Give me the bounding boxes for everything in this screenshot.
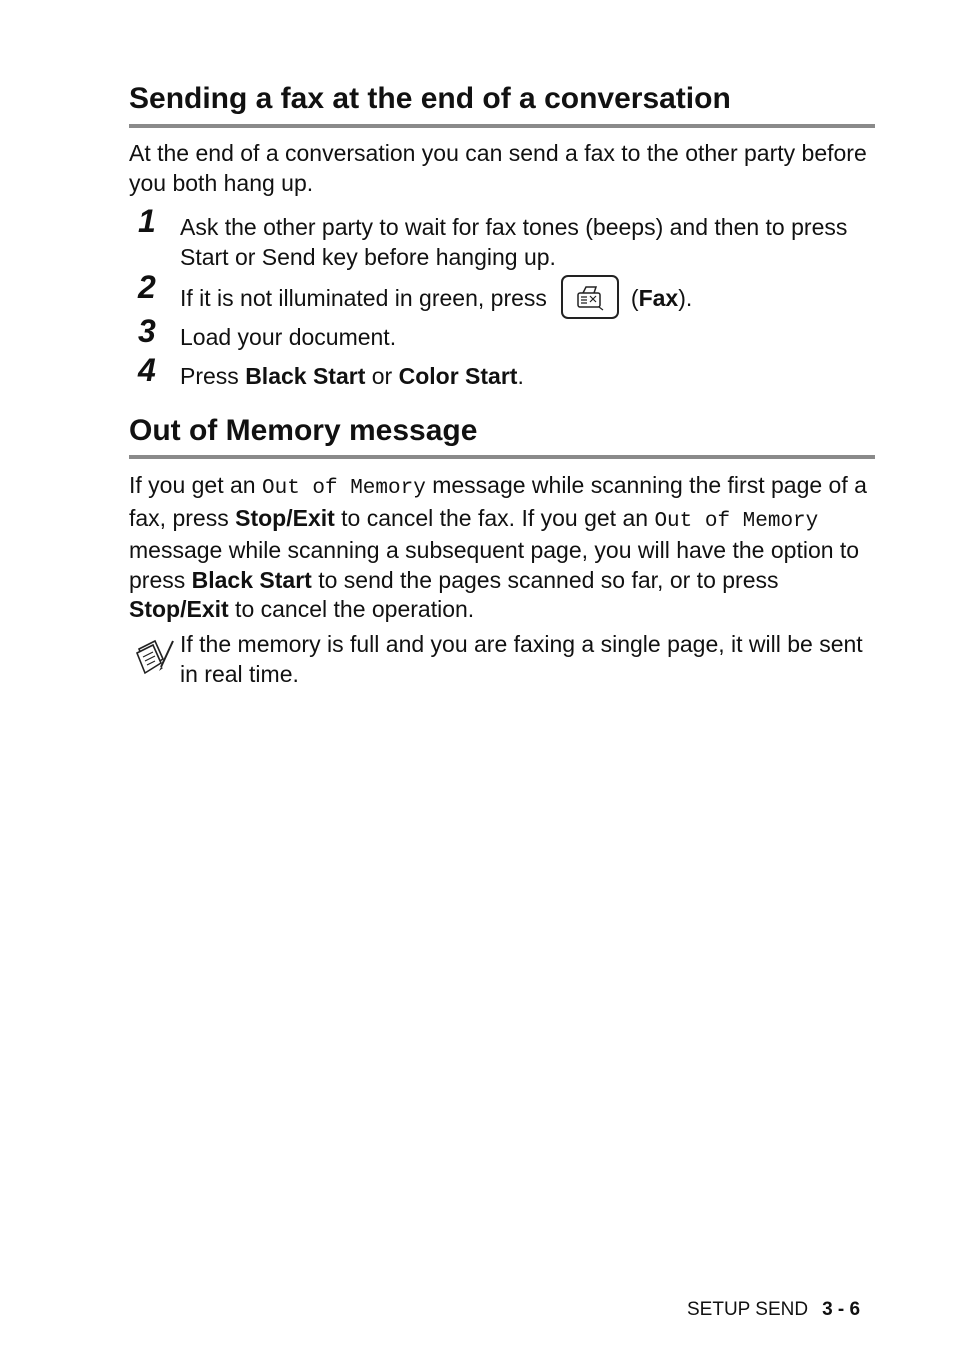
fax-key [561, 275, 619, 319]
note-text: If the memory is full and you are faxing a single page, it will be sent in real time. [180, 631, 863, 687]
text-run: If you get an [129, 472, 262, 498]
text-run: message while scanning the first page of a fax, press [129, 472, 867, 531]
section-rule [129, 124, 875, 128]
step-number: 4 [138, 352, 156, 388]
section-rule [129, 455, 875, 459]
fax-icon [575, 285, 605, 311]
out-of-memory-paragraph [129, 471, 875, 625]
step-text-post: . [517, 363, 524, 389]
step-text: Load your document. [180, 324, 397, 350]
intro-paragraph: At the end of a conversation you can send a fax to the other party before you both hang up. [129, 140, 867, 196]
text-run: to send the pages scanned so far, or to press [311, 566, 779, 593]
step-text-pre: Press [180, 363, 246, 389]
page-number: 3 - 6 [822, 1299, 861, 1320]
color-start-key-label: Color Start [398, 363, 518, 389]
lcd-message: Out of Memory [261, 477, 426, 500]
section-title-out-of-memory: Out of Memory message [129, 414, 478, 447]
note-pad-pencil-icon [135, 637, 175, 677]
black-start-key-label: Black Start [245, 363, 366, 389]
text-run: message while scanning a subsequent page, you will have the option to press [129, 537, 860, 593]
step-text-before: If it is not illuminated in green, press [180, 285, 547, 312]
step-text [180, 361, 870, 391]
paren-open: ( [630, 285, 639, 312]
black-start-key-label: Black Start [191, 566, 312, 593]
text-run: to cancel the fax. If you get an [334, 504, 655, 531]
page-footer [687, 1299, 860, 1321]
stop-exit-key-label: Stop/Exit [129, 596, 229, 622]
step-number: 1 [138, 203, 156, 239]
step-text-mid: or [365, 363, 399, 389]
step-text: Ask the other party to wait for fax tones (beeps) and then to press Start or Send key before hanging up. [180, 214, 848, 270]
paren-close: ). [678, 285, 693, 312]
footer-section-label: SETUP SEND [687, 1299, 809, 1320]
text-run: to cancel the operation. [228, 596, 475, 622]
step-number: 2 [138, 269, 156, 305]
section-title-send-fax-end-conversation: Sending a fax at the end of a conversation [129, 82, 731, 115]
lcd-message: Out of Memory [654, 509, 819, 533]
stop-exit-key-label: Stop/Exit [235, 504, 335, 531]
step-number: 3 [138, 313, 156, 349]
fax-key-label: Fax [638, 285, 679, 312]
step-text [180, 278, 870, 322]
